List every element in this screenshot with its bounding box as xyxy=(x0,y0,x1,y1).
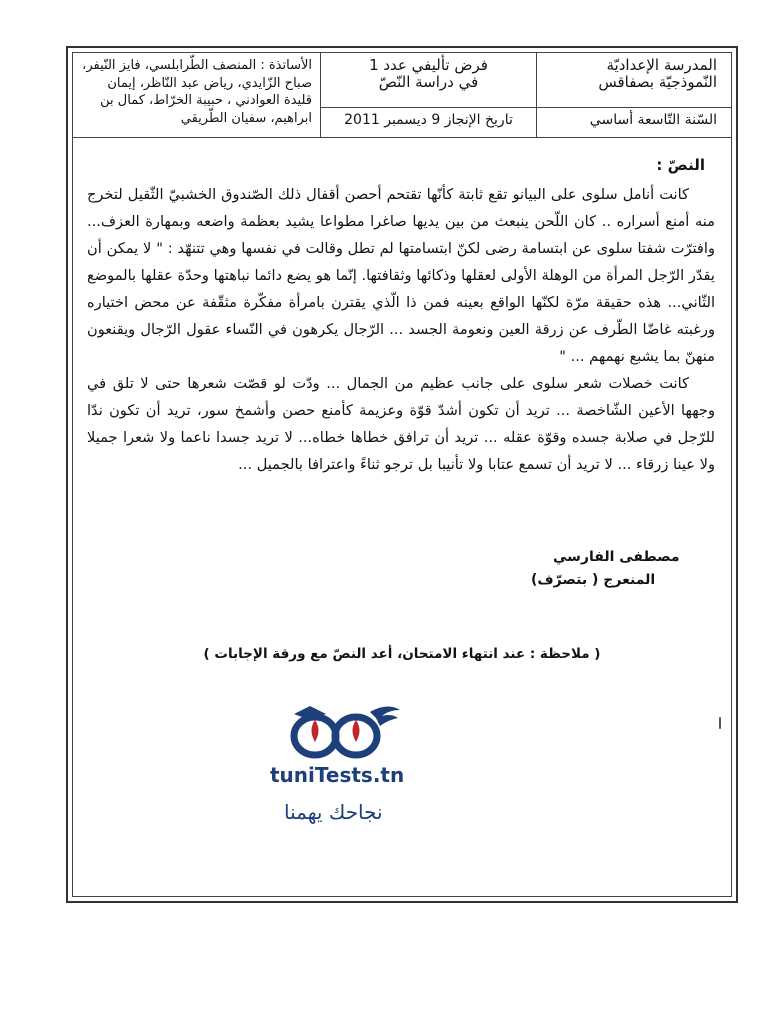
scan-mark xyxy=(719,717,721,729)
teachers-line-2: صباح الزّايدي، رياض عبد النّاظر، إيمان xyxy=(107,75,312,91)
teachers-line-1: الأساتذة : المنصف الطّرابلسي، فايز النّيفر، xyxy=(82,58,312,73)
school-name-line-1: المدرسة الإعداديّة xyxy=(606,56,717,74)
brand-slogan: نجاحك يهمنا xyxy=(284,800,383,824)
passage xyxy=(87,181,715,478)
paragraph-2: كانت خصلات شعر سلوى على جانب عظيم من الجمال ... ودّت لو قصّت شعرها حتى لا تلق في وجهها الأعين الشّاخصة ... تريد أن تكون أشدّ قوّة وعزيمة كأمنع حصن وأشمخ سور، تريد أن تكون ندّا للرّجل في صلابة جسده وقوّة عقله ... تريد أن ترافق خطاها خطاه... لا تريد جسدا ناعما ولا شعرا جميلا ولا عينا زرقاء ... لا تريد أن تسمع عتابا ولا تأنيبا بل ترجو ثناءً واعترافا بالجميل ... xyxy=(87,375,715,473)
teachers-line-3: قليدة العوادني ، حبيبة الخرّاط، كمال بن xyxy=(100,93,312,108)
school-cell xyxy=(536,53,731,137)
exam-cell xyxy=(320,53,536,137)
paragraph-1: كانت أنامل سلوى على البيانو تقع ثابتة كأنّها تقتحم أحصن أقفال ذلك الصّندوق الخشبيّ الثّقيل لتخرج منه أمنع أسراره .. كان اللّحن ينبعث من بين يديها صاغرا مطواعا يشيد بعظمة واضعه وبمهارة العزف... وافترّت شفتا سلوى عن ابتسامة رضى لكنّ ابتسامتها لم تطل وقالت في نفسها وهي تتنهّد : " لا يمكن أن يقدّر الرّجل المرأة من الوهلة الأولى لعقلها وذكائها وثقافتها. إنّما هو يضع دائما نباهتها وحدّة عقلها بالموضع الثّاني... هذه حقيقة مرّة لكنّها الواقع بعينه فمن ذا الّذي يقترن بامرأة مفكّرة مثقّفة عن محض اختياره ورغبته غاضّا الطّرف عن زرقة العين ونعومة الجسد ... الرّجال يكرهون في النّساء عقول الرّجال ويقنعون منهنّ بما يشبع نهمهم ... " xyxy=(87,186,715,365)
source-title: المنعرج ( بتصرّف) xyxy=(531,572,656,588)
teachers-line-4: ابراهيم، سفيان الطّريقي xyxy=(180,110,312,126)
text-heading: النصّ : xyxy=(656,156,705,174)
school-name-line-2: النّموذجيّة بصفاقس xyxy=(598,73,717,91)
author-name: مصطفى الفارسي xyxy=(553,549,680,565)
exam-title-line-2: في دراسة النّصّ xyxy=(378,73,479,91)
brand-name: tuniTests.tn xyxy=(270,763,405,787)
exam-title-line-1: فرض تأليفي عدد 1 xyxy=(369,56,488,74)
header-table xyxy=(73,53,731,138)
tunitests-logo-icon xyxy=(260,700,420,764)
grade-label: السّنة التّاسعة أساسي xyxy=(589,112,717,128)
teachers-cell xyxy=(73,53,320,137)
exam-note: ( ملاحظة : عند انتهاء الامتحان، أعد النصّ مع ورقة الإجابات ) xyxy=(203,646,601,662)
exam-date: تاريخ الإنجاز 9 ديسمبر 2011 xyxy=(344,112,513,128)
